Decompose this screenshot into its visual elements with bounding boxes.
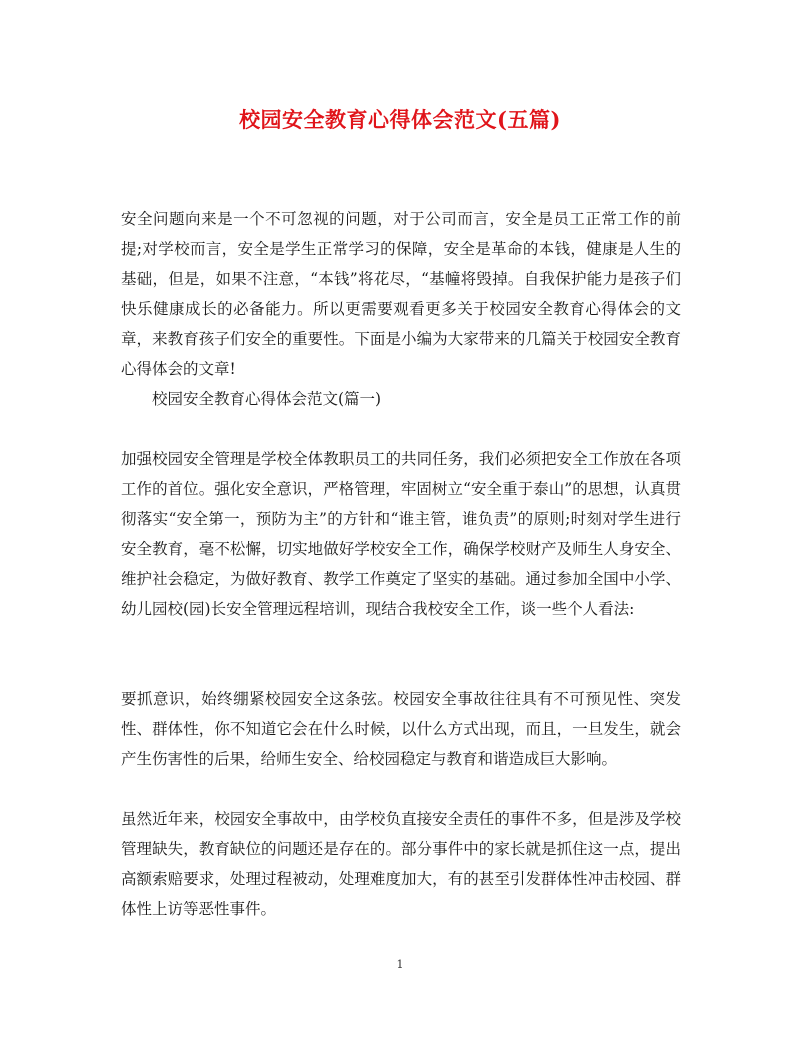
- body-paragraph-2: [121, 684, 681, 774]
- body-paragraph-1: [121, 444, 681, 624]
- paragraph: 虽然近年来，校园安全事故中，由学校负直接安全责任的事件不多，但是涉及学校管理缺失，教育缺位的问题还是存在的。部分事件中的家长就是抓住这一点，提出高额索赔要求，处理过程被动，处理难度加大，有的甚至引发群体性冲击校园、群体性上访等恶性事件。: [121, 810, 681, 918]
- section-heading: 校园安全教育心得体会范文(篇一): [152, 390, 382, 408]
- document-title: 校园安全教育心得体会范文(五篇): [239, 107, 561, 132]
- page-number: 1: [396, 958, 404, 971]
- intro-paragraph: 安全问题向来是一个不可忽视的问题，对于公司而言，安全是员工正常工作的前提;对学校而言，安全是学生正常学习的保障，安全是革命的本钱，健康是人生的基础，但是，如果不注意，“本钱”将花尽，“基幢将毁掉。自我保护能力是孩子们快乐健康成长的必备能力。所以更需要观看更多关于校园安全教育心得体会的文章，来教育孩子们安全的重要性。下面是小编为大家带来的几篇关于校园安全教育心得体会的文章!: [121, 210, 681, 378]
- paragraph: 要抓意识，始终绷紧校园安全这条弦。校园安全事故往往具有不可预见性、突发性、群体性，你不知道它会在什么时候，以什么方式出现，而且，一旦发生，就会产生伤害性的后果，给师生安全、给校园稳定与教育和谐造成巨大影响。: [121, 690, 681, 768]
- paragraph: 加强校园安全管理是学校全体教职员工的共同任务，我们必须把安全工作放在各项工作的首位。强化安全意识，严格管理，牢固树立“安全重于泰山”的思想，认真贯彻落实“安全第一，预防为主”的方针和“谁主管，谁负责”的原则;时刻对学生进行安全教育，毫不松懈，切实地做好学校安全工作，确保学校财产及师生人身安全、维护社会稳定，为做好教育、教学工作奠定了坚实的基础。通过参加全国中小学、幼儿园校(园)长安全管理远程培训，现结合我校安全工作，谈一些个人看法:: [121, 450, 681, 618]
- body-paragraph-3: [121, 804, 681, 924]
- intro-block: [121, 204, 681, 414]
